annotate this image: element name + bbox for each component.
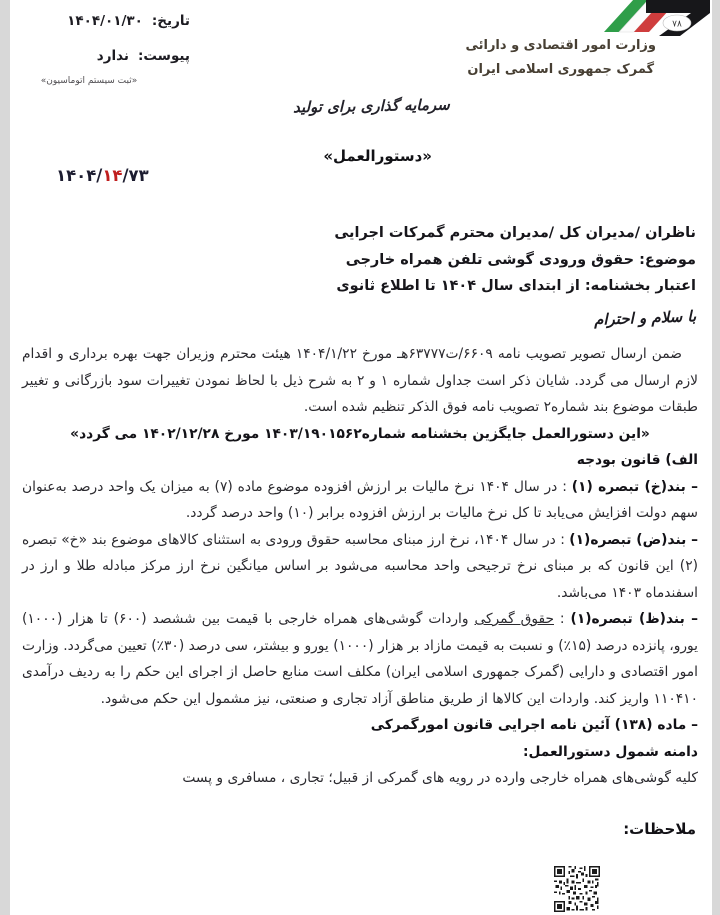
document-number (56, 166, 149, 185)
scope-heading: دامنه شمول دستورالعمل: (522, 743, 698, 760)
doc-number-part1: ۱۴۰۴/ (56, 166, 103, 185)
letter-page (10, 0, 712, 915)
emblem-badge-text: ۷۸ (672, 19, 682, 30)
clause-kh-label: – بند(خ) تبصره (۱) (571, 478, 699, 495)
replacement-notice: «این دستورالعمل جایگزین بخشنامه شماره۱۴۰۳/۱۹۰۱۵۶۲ مورخ ۱۴۰۲/۱۲/۲۸ می گردد» (70, 425, 650, 442)
ministry-name: وزارت امور اقتصادی و دارائی (465, 38, 656, 53)
body-paragraph-1: ضمن ارسال تصویر تصویب نامه ۶۶۰۹/ت۶۳۷۷۷هـ مورخ ۱۴۰۴/۱/۲۲ هیئت محترم وزیران جهت بهره برداری و اقدام لازم ارسال می گردد. شایان ذکر است جداول شماره ۱ و ۲ به شرح ذیل با لحاظ نمودن تغییرات سود بازرگانی و تغییر طبقات موضوع بند شماره۲ تصویب نامه فوق الذکر تنظیم شده است. (22, 346, 699, 415)
clause-zad-text: در سال ۱۴۰۴، نرخ ارز مبنای محاسبه حقوق ورودی به استثنای کالاهای موضوع بند «خ» تبصره (۲) این قانون که بر مبنای نرخ ترجیحی واحد محاسبه می‌شود بر اساس میانگین نرخ ارز مرکز مبادله طلا و ارز در اسفندماه ۱۴۰۳ می‌باشد. (22, 531, 698, 601)
date-row (34, 13, 190, 29)
clause-kh-sep: : (557, 478, 572, 495)
subject-line: موضوع: حقوق ورودی گوشی تلفن همراه خارجی (345, 251, 696, 268)
recipients-line: ناظران /مدیران کل /مدیران محترم گمرکات اجرایی (334, 225, 696, 241)
validity-line: اعتبار بخشنامه: از ابتدای سال ۱۴۰۴ تا اطلاع ثانوی (336, 278, 696, 294)
addressee-block (334, 220, 696, 300)
clause-zad-sep: : (555, 531, 570, 548)
clause-za-sep: : (553, 611, 571, 627)
clause-za-underlined-term: حقوق گمرکی (474, 611, 554, 627)
qr-code-icon (554, 866, 600, 912)
clause-zad-label: – بند(ض) تبصره(۱) (569, 531, 699, 548)
remarks-label: ملاحظات: (623, 820, 696, 838)
document-type-title: «دستورالعمل» (323, 147, 432, 165)
clause-za-tabsare-1 (22, 606, 698, 712)
section-heading-budget-law: الف) قانون بودجه (576, 452, 698, 468)
attachment-label: پیوست: (137, 48, 190, 64)
clause-zad-tabsare-1 (22, 527, 698, 607)
letter-body (22, 341, 698, 792)
scope-text: کلیه گوشی‌های همراه خارجی وارده در رویه های گمرکی از قبیل؛ تجاری ، مسافری و پست (182, 770, 698, 786)
date-label: تاریخ: (151, 13, 190, 29)
automation-note: «ثبت سیستم اتوماسیون» (40, 76, 138, 86)
clause-za-text: واردات گوشی‌های همراه خارجی با قیمت بین ششصد (۶۰۰) تا هزار (۱۰۰۰) یورو، پانزده درصد (۱۵٪) و نسبت به قیمت مازاد بر هزار (۱۰۰۰) یورو و بیشتر، سی درصد (۳۰٪) تعیین می‌گردد. وزارت امور اقتصادی و دارایی (گمرک جمهوری اسلامی ایران) مکلف است منابع حاصل از اجرای این حکم را به ردیف درآمدی ۱۱۰۴۱۰ واریز کند. واردات این کالاها از طریق مناطق آزاد تجاری و صنعتی، نیز مشمول این حکم می‌شود. (22, 611, 699, 707)
doc-number-part2-red: ۱۴ (102, 166, 123, 185)
attachment-value: ندارد (96, 48, 129, 64)
customs-emblem-icon (604, 0, 712, 38)
organization-name: گمرک جمهوری اسلامی ایران (467, 62, 655, 77)
clause-kh-text: در سال ۱۴۰۴ نرخ مالیات بر ارزش افزوده موضوع ماده (۷) به میزان یک واحد درصد به‌عنوان سهم دولت افزایش می‌یابد تا کل نرخ مالیات بر ارزش افزوده برابر (۱۰) واحد درصد گردد. (22, 478, 698, 521)
doc-number-part3: /۷۳ (122, 166, 149, 185)
year-slogan: سرمایه گذاری برای تولید (293, 95, 451, 117)
attachment-row (34, 48, 190, 64)
article-138-line: – ماده (۱۳۸) آئین نامه اجرایی قانون امورگمرکی (370, 717, 698, 733)
clause-za-label: – بند(ظ) تبصره(۱) (570, 611, 698, 627)
clause-kh-tabsare-1 (22, 474, 698, 527)
date-value: ۱۴۰۴/۰۱/۳۰ (67, 13, 143, 29)
salutation-calligraphy: با سلام و احترام (593, 307, 697, 329)
letterhead-titles (465, 34, 656, 82)
